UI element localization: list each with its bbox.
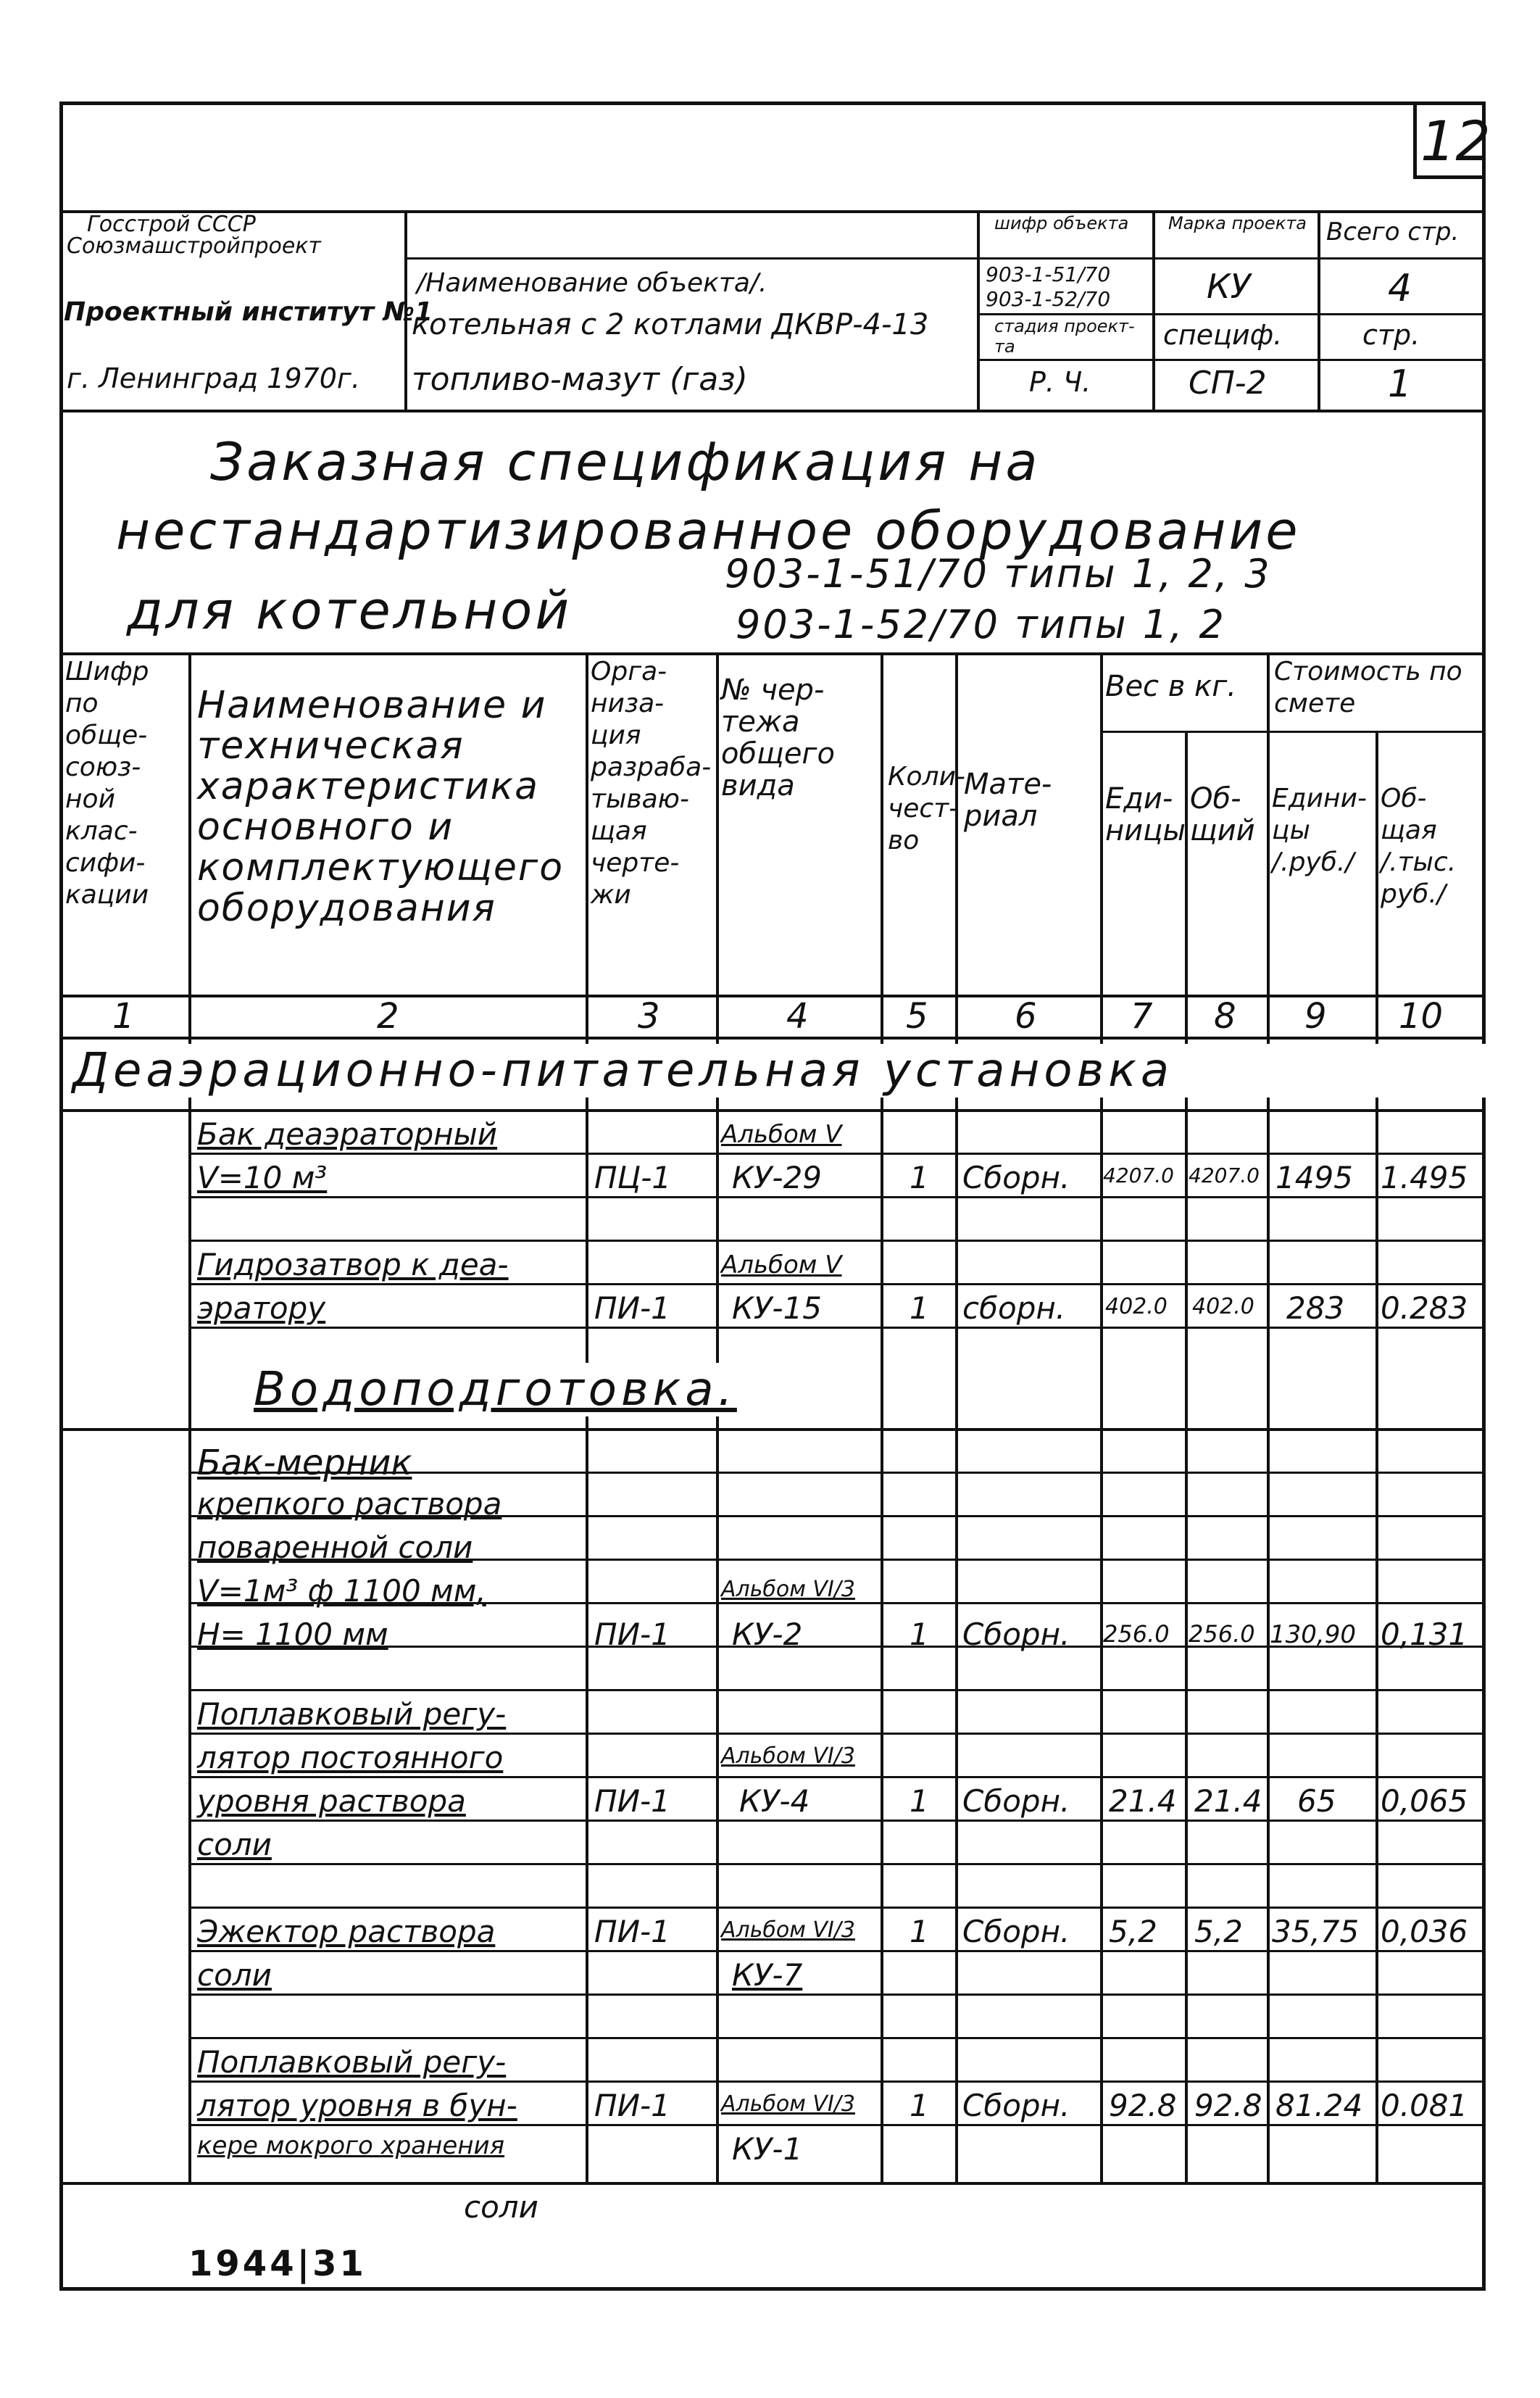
col-number-4: 4 (786, 996, 809, 1037)
stamp-right-line-1 (977, 257, 1486, 260)
row2-weight-total: 402.0 (1192, 1294, 1254, 1319)
col-number-9: 9 (1304, 996, 1327, 1037)
row-line (188, 1820, 1486, 1822)
col-header-4: № чер-тежа общего вида (721, 673, 835, 802)
stamp-right-line-3 (977, 359, 1486, 361)
footer-code: 1944|31 (188, 2244, 367, 2284)
row4-org: ПИ-1 (594, 1783, 670, 1819)
row5-org: ПИ-1 (594, 1914, 670, 1949)
row1-qty: 1 (910, 1160, 929, 1195)
row5-weight-unit: 5,2 (1109, 1914, 1157, 1949)
row-line (188, 1776, 1486, 1778)
row5-qty: 1 (910, 1914, 929, 1949)
page-number: 12 (1420, 109, 1491, 173)
row4-cost-total: 0,065 (1381, 1783, 1468, 1819)
row4-name-1: Поплавковый регу- (197, 1696, 507, 1732)
row1-cost-unit: 1495 (1275, 1160, 1353, 1195)
row4-material: Сборн. (962, 1783, 1070, 1819)
table-bottom-line (59, 2182, 1486, 2185)
row-line (188, 1863, 1486, 1865)
col-number-3: 3 (638, 996, 660, 1037)
col-header-6: Мате-риал (964, 768, 1052, 833)
stamp-spec-value: СП-2 (1189, 365, 1267, 402)
col-header-10: Об-щая /.тыс. руб./ (1381, 784, 1457, 909)
row6-material: Сборн. (962, 2088, 1070, 2123)
stamp-cipher-2: 903-1-52/70 (986, 287, 1111, 311)
row6-org: ПИ-1 (594, 2088, 670, 2123)
col-line-7 (1185, 731, 1188, 2182)
row5-name-2: соли (197, 1957, 272, 1993)
row-line (188, 1240, 1486, 1242)
col-number-6: 6 (1015, 996, 1037, 1037)
stamp-mark-value: КУ (1207, 267, 1251, 306)
row6-name-1: Поплавковый регу- (197, 2044, 507, 2080)
row3-name-3: поваренной соли (197, 1530, 473, 1565)
title-ref-1: 903-1-51/70 типы 1, 2, 3 (725, 551, 1272, 597)
row5-album: Альбом VI/3 (721, 1917, 855, 1943)
row5-cost-total: 0,036 (1381, 1914, 1468, 1949)
row6-cost-unit: 81.24 (1275, 2088, 1363, 2123)
row3-cost-total: 0,131 (1381, 1617, 1468, 1652)
row6-name-2: лятор уровня в бун- (197, 2088, 517, 2123)
cost-group-header: Стоимость по смете (1274, 657, 1462, 718)
row2-cost-total: 0.283 (1381, 1290, 1468, 1326)
row6-weight-total: 92.8 (1194, 2088, 1262, 2123)
row1-name-1: Бак деаэраторный (197, 1116, 498, 1152)
row4-cost-unit: 65 (1297, 1783, 1336, 1819)
row6-name-4: соли (464, 2189, 538, 2225)
row3-cost-unit: 130,90 (1270, 1620, 1356, 1649)
stamp-object-name: котельная с 2 котлами ДКВР-4-13 (412, 308, 929, 341)
row-line (188, 1994, 1486, 1996)
row5-cost-unit: 35,75 (1272, 1914, 1360, 1949)
section-title-water-treatment: Водоподготовка. (246, 1363, 744, 1416)
stamp-page-label: стр. (1362, 319, 1420, 351)
row2-qty: 1 (910, 1290, 929, 1326)
row1-drawing: КУ-29 (732, 1160, 823, 1195)
col-line-5 (955, 652, 958, 2182)
col-line-2 (586, 652, 588, 2182)
table-top-line (59, 652, 1486, 655)
row6-weight-unit: 92.8 (1109, 2088, 1177, 2123)
weight-group-header: Вес в кг. (1105, 670, 1236, 703)
row3-name-4: V=1м³ ф 1100 мм, (197, 1573, 486, 1609)
row2-drawing: КУ-15 (732, 1290, 823, 1326)
row3-album: Альбом VI/3 (721, 1577, 855, 1602)
row5-material: Сборн. (962, 1914, 1070, 1949)
row2-org: ПИ-1 (594, 1290, 670, 1326)
table-numbers-bottom (59, 1037, 1486, 1040)
row3-name-5: Н= 1100 мм (197, 1617, 388, 1652)
col-header-1: Шифр по обще-союз-ной клас-сифи-кации (65, 657, 149, 910)
row2-name-2: эратору (197, 1290, 326, 1326)
col-header-8: Об-щий (1190, 782, 1255, 847)
stamp-page-value: 1 (1388, 362, 1412, 406)
stamp-divider-3 (1152, 210, 1155, 410)
stamp-org-3: Проектный институт №1 (64, 297, 433, 327)
row2-name-1: Гидрозатвор к деа- (197, 1247, 509, 1282)
row1-name-2: V=10 м³ (197, 1160, 328, 1195)
col-header-9: Едини-цы /.руб./ (1272, 784, 1367, 877)
stamp-bottom-line (59, 410, 1486, 412)
row-line (188, 1907, 1486, 1909)
col-line-6 (1100, 652, 1103, 2182)
stamp-mark-label: Марка проекта (1168, 213, 1307, 233)
stamp-org-4: г. Ленинград 1970г. (67, 362, 360, 394)
row-line (188, 1283, 1486, 1285)
row6-cost-total: 0.081 (1381, 2088, 1468, 2123)
stamp-object-label: /Наименование объекта/. (417, 268, 767, 298)
stamp-right-line-2 (977, 313, 1486, 315)
col-header-3: Орга-низа-ция разраба-тываю-щая черте-жи (591, 657, 712, 910)
row-line (188, 2037, 1486, 2039)
row-line (188, 2080, 1486, 2083)
row3-name-1: Бак-мерник (197, 1443, 412, 1483)
row1-material: Сборн. (962, 1160, 1070, 1195)
row-line (188, 2124, 1486, 2126)
col-number-10: 10 (1399, 996, 1444, 1037)
stamp-org-2: Союзмашстройпроект (67, 233, 321, 259)
col-number-8: 8 (1214, 996, 1236, 1037)
row1-weight-total: 4207.0 (1189, 1163, 1260, 1187)
title-ref-2: 903-1-52/70 типы 1, 2 (736, 602, 1226, 647)
title-line-2: нестандартизированное оборудование (116, 500, 1301, 561)
stamp-cipher-label: шифр объекта (994, 213, 1129, 233)
row-line (188, 1327, 1486, 1329)
stamp-stage-value: Р. Ч. (1029, 366, 1091, 398)
row6-name-3: кере мокрого хранения (197, 2131, 505, 2160)
row4-drawing: КУ-4 (739, 1783, 810, 1819)
row4-album: Альбом VI/3 (721, 1743, 855, 1769)
col-number-2: 2 (377, 996, 399, 1037)
row-line (188, 1689, 1486, 1691)
col-line-8 (1267, 652, 1270, 2182)
stamp-divider-4 (1318, 210, 1320, 410)
row1-album: Альбом V (721, 1120, 842, 1149)
stamp-spec-label: специф. (1163, 319, 1283, 351)
row2-cost-unit: 283 (1286, 1290, 1345, 1326)
col-line-1 (188, 652, 191, 2182)
row3-name-2: крепкого раствора (197, 1486, 502, 1522)
title-line-3: для котельной (127, 580, 573, 641)
stamp-org-1: Госстрой СССР (87, 212, 256, 237)
table-header-bottom (59, 995, 1486, 997)
stamp-object-fuel: топливо-мазут (газ) (412, 361, 748, 398)
row1-weight-unit: 4207.0 (1103, 1163, 1174, 1187)
row2-album: Альбом V (721, 1250, 842, 1279)
row4-weight-unit: 21.4 (1109, 1783, 1177, 1819)
stamp-total-pages-label: Всего стр. (1326, 217, 1460, 246)
stamp-cipher-1: 903-1-51/70 (986, 262, 1111, 286)
weight-cost-group-line (1100, 731, 1486, 733)
row-line (188, 1733, 1486, 1735)
section1-bottom (59, 1109, 1486, 1112)
col-line-4 (881, 652, 883, 2182)
row3-org: ПИ-1 (594, 1617, 670, 1652)
stamp-divider-2 (977, 210, 980, 410)
col-number-1: 1 (112, 996, 135, 1037)
row1-cost-total: 1.495 (1381, 1160, 1468, 1195)
row5-weight-total: 5,2 (1194, 1914, 1243, 1949)
row6-qty: 1 (910, 2088, 929, 2123)
row3-weight-total: 256.0 (1189, 1620, 1255, 1648)
stamp-total-pages-value: 4 (1388, 267, 1412, 310)
title-line-1: Заказная спецификация на (210, 431, 1041, 492)
row4-qty: 1 (910, 1783, 929, 1819)
stamp-stage-label: стадия проект-та (994, 316, 1135, 357)
row-line (188, 1153, 1486, 1155)
row1-org: ПЦ-1 (594, 1160, 672, 1195)
row4-name-2: лятор постоянного (197, 1740, 504, 1775)
stamp-object-line (404, 257, 977, 260)
row-line (188, 1196, 1486, 1198)
row-line (188, 1950, 1486, 1952)
row2-material: сборн. (962, 1290, 1066, 1326)
col-header-2: Наименование и техническая характеристика основного и комплектующего оборудования (197, 684, 565, 930)
section-title-deaeration: Деаэрационно-питательная установка (65, 1044, 1486, 1098)
col-header-7: Еди-ницы (1105, 782, 1186, 847)
row6-drawing: КУ-1 (732, 2131, 803, 2167)
col-header-5: Коли-чест-во (888, 762, 965, 855)
col-line-9 (1375, 731, 1378, 2182)
row4-name-3: уровня раствора (197, 1783, 466, 1819)
col-number-5: 5 (906, 996, 928, 1037)
col-number-7: 7 (1131, 996, 1153, 1037)
section2-top (59, 1428, 1486, 1431)
row4-weight-total: 21.4 (1194, 1783, 1262, 1819)
row3-qty: 1 (910, 1617, 929, 1652)
row3-weight-unit: 256.0 (1103, 1620, 1170, 1648)
row4-name-4: соли (197, 1827, 272, 1862)
col-line-3 (716, 652, 719, 2182)
row6-album: Альбом VI/3 (721, 2091, 855, 2117)
row3-material: Сборн. (962, 1617, 1070, 1652)
row2-weight-unit: 402.0 (1105, 1294, 1168, 1319)
row5-drawing: КУ-7 (732, 1957, 803, 1993)
row5-name-1: Эжектор раствора (197, 1914, 496, 1949)
row3-drawing: КУ-2 (732, 1617, 803, 1652)
